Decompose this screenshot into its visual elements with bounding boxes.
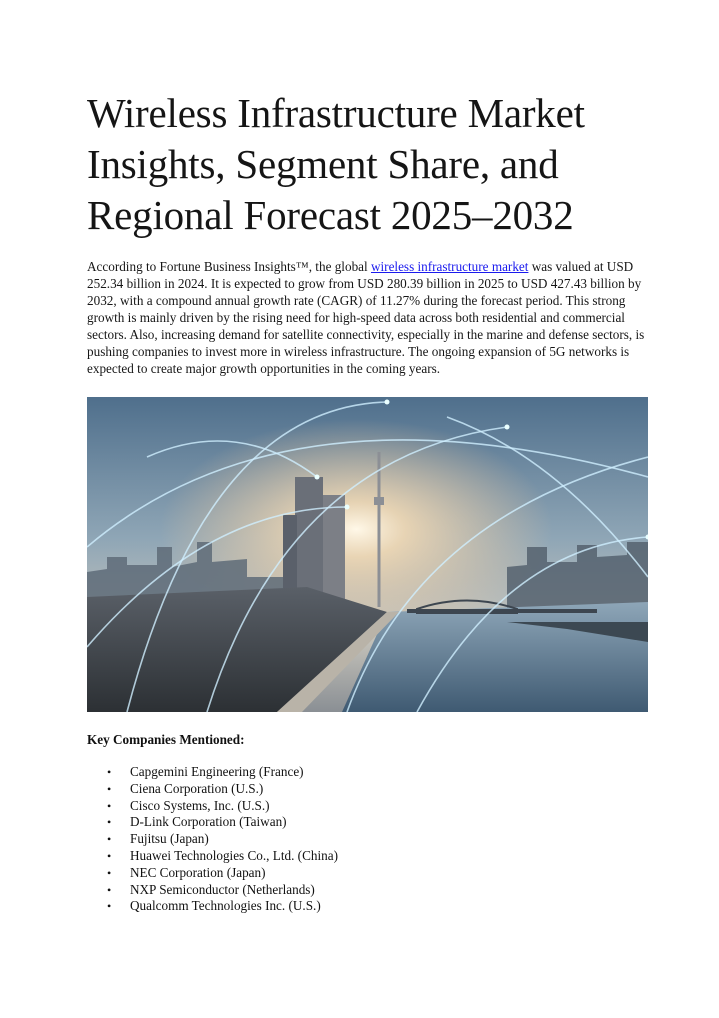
intro-text-before-link: According to Fortune Business Insights™, the global: [87, 259, 371, 274]
company-list: [87, 764, 647, 915]
list-item: • Cisco Systems, Inc. (U.S.): [87, 798, 647, 815]
list-item: • D-Link Corporation (Taiwan): [87, 814, 647, 831]
page-title: Wireless Infrastructure Market Insights, Segment Share, and Regional Forecast 2025–2032: [87, 90, 585, 238]
list-item: • Fujitsu (Japan): [87, 831, 647, 848]
key-companies-heading: Key Companies Mentioned:: [87, 732, 245, 747]
market-link[interactable]: wireless infrastructure market: [370, 259, 529, 274]
list-item: • Capgemini Engineering (France): [87, 764, 647, 781]
document-page: [87, 88, 647, 915]
intro-text-after-link: was valued at USD 252.34 billion in 2024. It is expected to grow from USD 280.39 billion in 2025 to USD 427.43 billion by 2032, with a compound annual growth rate (CAGR) of 11.27% during the forecast period. This strong growth is mainly driven by the rising need for high-speed data across both residential and commercial sectors. Also, increasing demand for satellite connectivity, especially in the marine and defense sectors, is pushing companies to invest more in wireless infrastructure. The ongoing expansion of 5G networks is expected to create major growth opportunities in the coming years.: [87, 259, 645, 376]
list-item: • NXP Semiconductor (Netherlands): [87, 882, 647, 899]
list-item: • Huawei Technologies Co., Ltd. (China): [87, 848, 647, 865]
city-network-image: [87, 397, 648, 712]
list-item: • NEC Corporation (Japan): [87, 865, 647, 882]
intro-paragraph: [87, 258, 647, 377]
list-item: • Ciena Corporation (U.S.): [87, 781, 647, 798]
list-item: • Qualcomm Technologies Inc. (U.S.): [87, 898, 647, 915]
